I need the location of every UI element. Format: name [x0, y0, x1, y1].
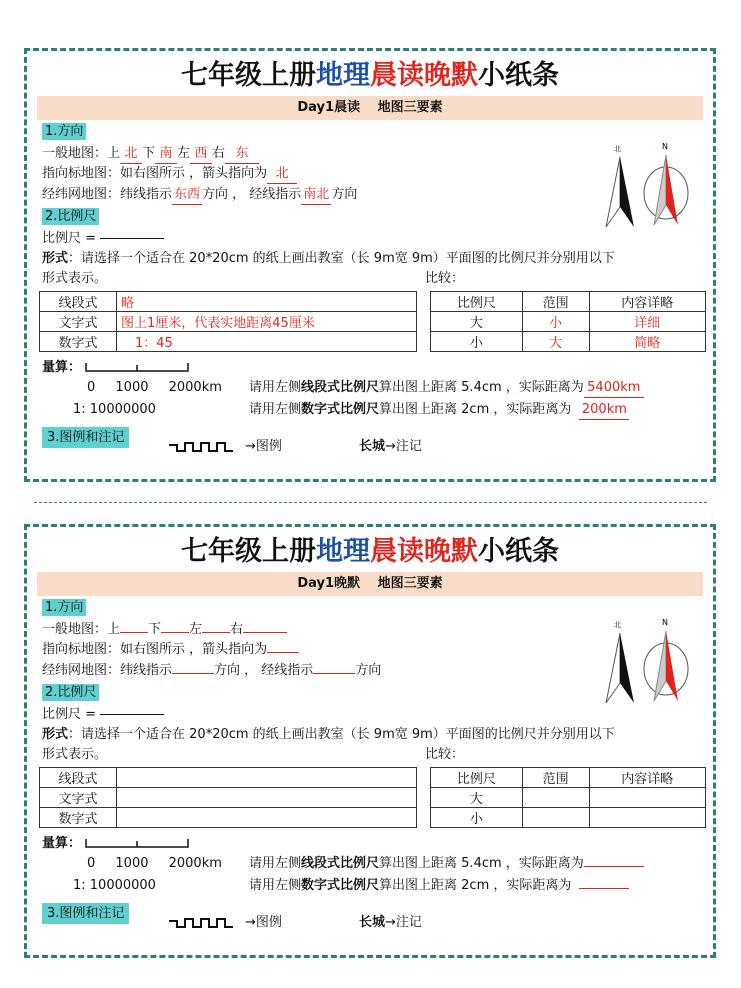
table-row: 小 大 简略 — [431, 332, 706, 352]
form-question: 形式：请选择一个适合在 20*20cm 的纸上画出教室（长 9m宽 9m）平面图的比例尺并分别用以下 — [42, 251, 615, 266]
section-scale: 2.比例尺 — [42, 208, 99, 225]
section-scale: 2.比例尺 — [42, 684, 99, 701]
note-label: 长城→注记 — [359, 439, 422, 454]
ratio-scale: 1: 10000000 — [73, 878, 156, 893]
calc-label: 量算： — [42, 836, 82, 851]
scale-labels: 0 1000 2000km — [87, 380, 222, 395]
morning-card — [24, 48, 716, 482]
compare-table — [430, 767, 706, 828]
table-row: 文字式 — [40, 788, 417, 808]
page-title: 七年级上册地理晨读晚默小纸条 — [27, 59, 713, 93]
great-wall-symbol-icon — [167, 439, 237, 453]
table-row: 比例尺 范围 内容详略 — [431, 768, 706, 788]
compare-table — [430, 291, 706, 352]
evening-card — [24, 524, 716, 958]
day-band: Day1晨读 地图三要素 — [37, 96, 703, 120]
svg-text:北: 北 — [614, 145, 621, 153]
line-grid-map: 经纬网地图：纬线指示 东西 方向 ， 经线指示 南北 方向 — [42, 186, 357, 205]
svg-text:N: N — [662, 142, 668, 151]
scale-forms-table — [39, 291, 417, 352]
form-question: 形式：请选择一个适合在 20*20cm 的纸上画出教室（长 9m宽 9m）平面图的比例尺并分别用以下 — [42, 727, 615, 742]
table-row: 小 — [431, 808, 706, 828]
day-band: Day1晚默 地图三要素 — [37, 572, 703, 596]
scale-forms-table — [39, 767, 417, 828]
section-legend: 3.图例和注记 — [42, 903, 129, 924]
compare-label: 比较： — [425, 747, 465, 762]
page-title: 七年级上册地理晨读晚默小纸条 — [27, 535, 713, 569]
section-legend: 3.图例和注记 — [42, 427, 129, 448]
section-direction: 1.方向 — [42, 599, 86, 616]
table-row: 线段式 — [40, 768, 417, 788]
line-grid-map[interactable]: 经纬网地图：纬线指示 方向 ， 经线指示 方向 — [42, 663, 382, 678]
line-arrow-map[interactable]: 指向标地图：如右图所示 ，箭头指向为 — [42, 641, 299, 659]
table-row: 数字式 — [40, 808, 417, 828]
line-scale-bar — [85, 361, 189, 373]
line-general-map: 一般地图：上 北 下 南 左 西 右 东 — [42, 145, 259, 164]
section-direction: 1.方向 — [42, 123, 86, 140]
question-2[interactable]: 请用左侧数字式比例尺算出图上距离 2cm ，实际距离为 — [249, 877, 629, 895]
table-row: 数字式 1：45 — [40, 332, 417, 352]
line-general-map[interactable]: 一般地图：上 下 左 右 — [42, 621, 287, 639]
legend-label: →图例 — [245, 439, 282, 454]
question-1: 请用左侧线段式比例尺算出图上距离 5.4cm ，实际距离为 5400km — [249, 379, 644, 398]
table-row: 大 — [431, 788, 706, 808]
question-1[interactable]: 请用左侧线段式比例尺算出图上距离 5.4cm ，实际距离为 — [249, 855, 644, 873]
scale-labels: 0 1000 2000km — [87, 856, 222, 871]
cut-line — [34, 502, 707, 503]
note-label: 长城→注记 — [359, 915, 422, 930]
legend-label: →图例 — [245, 915, 282, 930]
compare-label: 比较： — [425, 271, 465, 286]
svg-text:N: N — [662, 618, 668, 627]
form-question-end: 形式表示。 — [42, 271, 108, 286]
form-question-end: 形式表示。 — [42, 747, 108, 762]
line-scale-bar — [85, 837, 189, 849]
question-2: 请用左侧数字式比例尺算出图上距离 2cm ，实际距离为 200km — [249, 401, 629, 420]
svg-text:北: 北 — [614, 621, 621, 629]
great-wall-symbol-icon — [167, 915, 237, 929]
table-row: 大 小 详细 — [431, 312, 706, 332]
compass-arrows-icon — [602, 615, 702, 707]
scale-formula: 比例尺 = — [42, 706, 164, 724]
line-arrow-map: 指向标地图：如右图所示 ，箭头指向为 北 — [42, 165, 297, 184]
table-row: 比例尺 范围 内容详略 — [431, 292, 706, 312]
ratio-scale: 1: 10000000 — [73, 402, 156, 417]
table-row: 线段式 略 — [40, 292, 417, 312]
compass-arrows-icon — [602, 139, 702, 231]
table-row: 文字式 图上1厘米，代表实地距离45厘米 — [40, 312, 417, 332]
calc-label: 量算： — [42, 360, 82, 375]
scale-formula: 比例尺 = — [42, 230, 164, 248]
